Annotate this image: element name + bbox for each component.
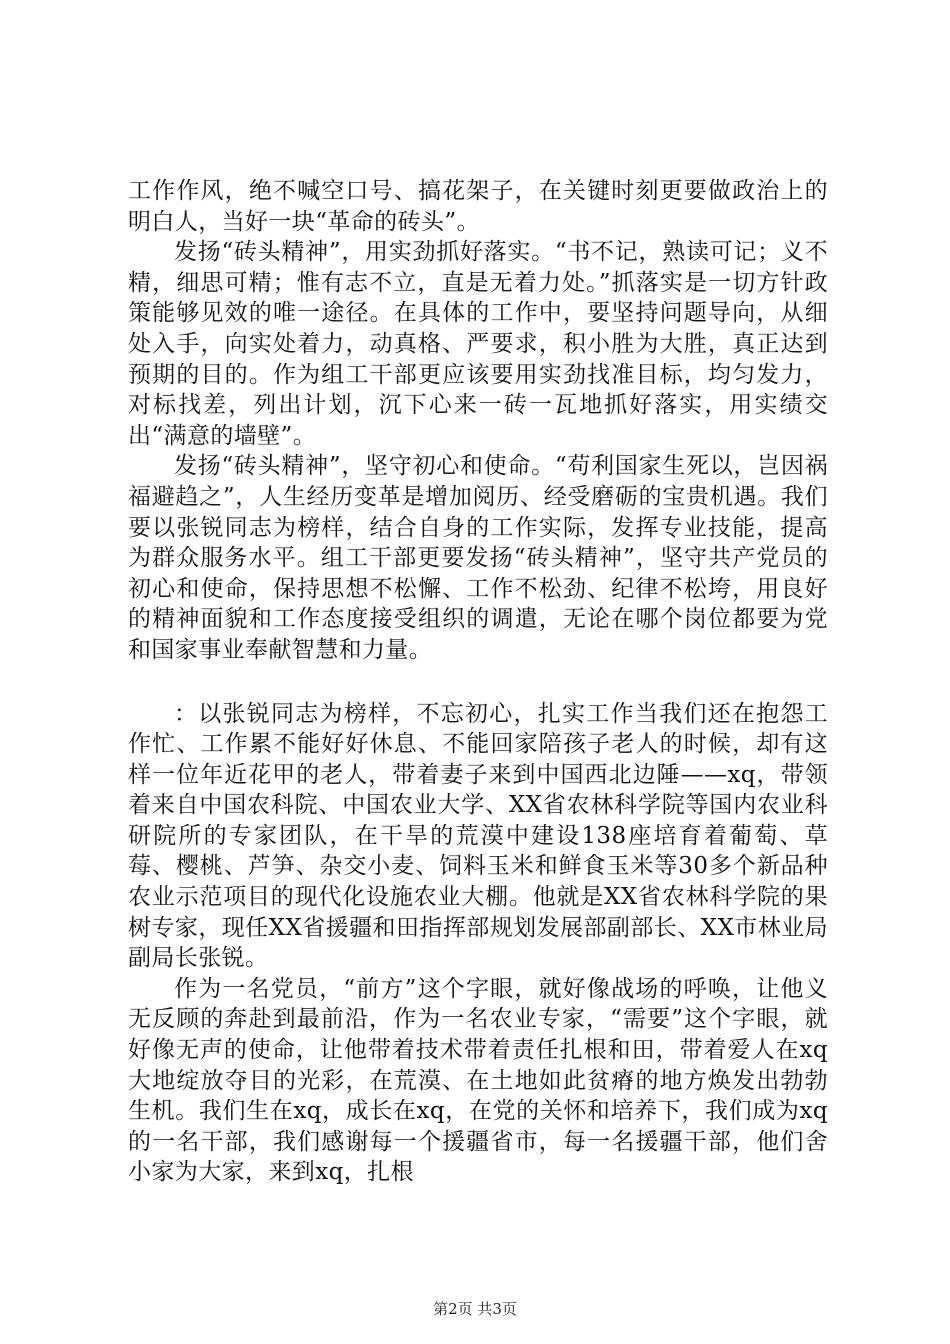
paragraph: 发扬“砖头精神”，坚守初心和使命。“苟利国家生死以，岂因祸福避趋之”，人生经历变革是增加阅历、经受磨砺的宝贵机遇。我们要以张锐同志为榜样，结合自身的工作实际，发挥专业技能，提高为群众服务水平。组工干部更要发扬“砖头精神”，坚守共产党员的初心和使命，保持思想不松懈、工作不松劲、纪律不松垮，用良好的精神面貌和工作态度接受组织的调遣，无论在哪个岗位都要为党和国家事业奉献智慧和力量。 — [128, 453, 828, 663]
document-body — [128, 176, 828, 1188]
paragraph: 工作作风，绝不喊空口号、搞花架子，在关键时刻更要做政治上的明白人，当好一块“革命的砖头”。 — [128, 178, 828, 235]
paragraph: 作为一名党员，“前方”这个字眼，就好像战场的呼唤，让他义无反顾的奔赴到最前沿，作为一名农业专家，“需要”这个字眼，就好像无声的使命，让他带着技术带着责任扎根和田，带着爱人在xq大地绽放夺目的光彩，在荒漠、在土地如此贫瘠的地方焕发出勃勃生机。我们生在xq，成长在xq，在党的关怀和培养下，我们成为xq的一名干部，我们感谢每一个援疆省市，每一名援疆干部，他们舍小家为大家，来到xq，扎根 — [128, 975, 828, 1186]
section-2 — [128, 699, 828, 1189]
paragraph: ：以张锐同志为榜样，不忘初心，扎实工作当我们还在抱怨工作忙、工作累不能好好休息、不能回家陪孩子老人的时候，却有这样一位年近花甲的老人，带着妻子来到中国西北边陲——xq，带领着来自中国农科院、中国农业大学、XX省农林科学院等国内农业科研院所的专家团队，在干旱的荒漠中建设138座培育着葡萄、草莓、樱桃、芦笋、杂交小麦、饲料玉米和鲜食玉米等30多个新品种农业示范项目的现代化设施农业大棚。他就是XX省农林科学院的果树专家，现任XX省援疆和田指挥部规划发展部副部长、XX市林业局副局长张锐。 — [128, 700, 828, 972]
paragraph: 发扬“砖头精神”，用实劲抓好落实。“书不记，熟读可记；义不精，细思可精；惟有志不立，直是无着力处。”抓落实是一切方针政策能够见效的唯一途径。在具体的工作中，要坚持问题导向，从细处入手，向实处着力，动真格、严要求，积小胜为大胜，真正达到预期的目的。作为组工干部更应该要用实劲找准目标，均匀发力，对标找差，列出计划，沉下心来一砖一瓦地抓好落实，用实绩交出“满意的墙壁”。 — [128, 239, 828, 449]
page-number-footer: 第2页 共3页 — [433, 1300, 517, 1318]
section-1 — [128, 176, 828, 666]
